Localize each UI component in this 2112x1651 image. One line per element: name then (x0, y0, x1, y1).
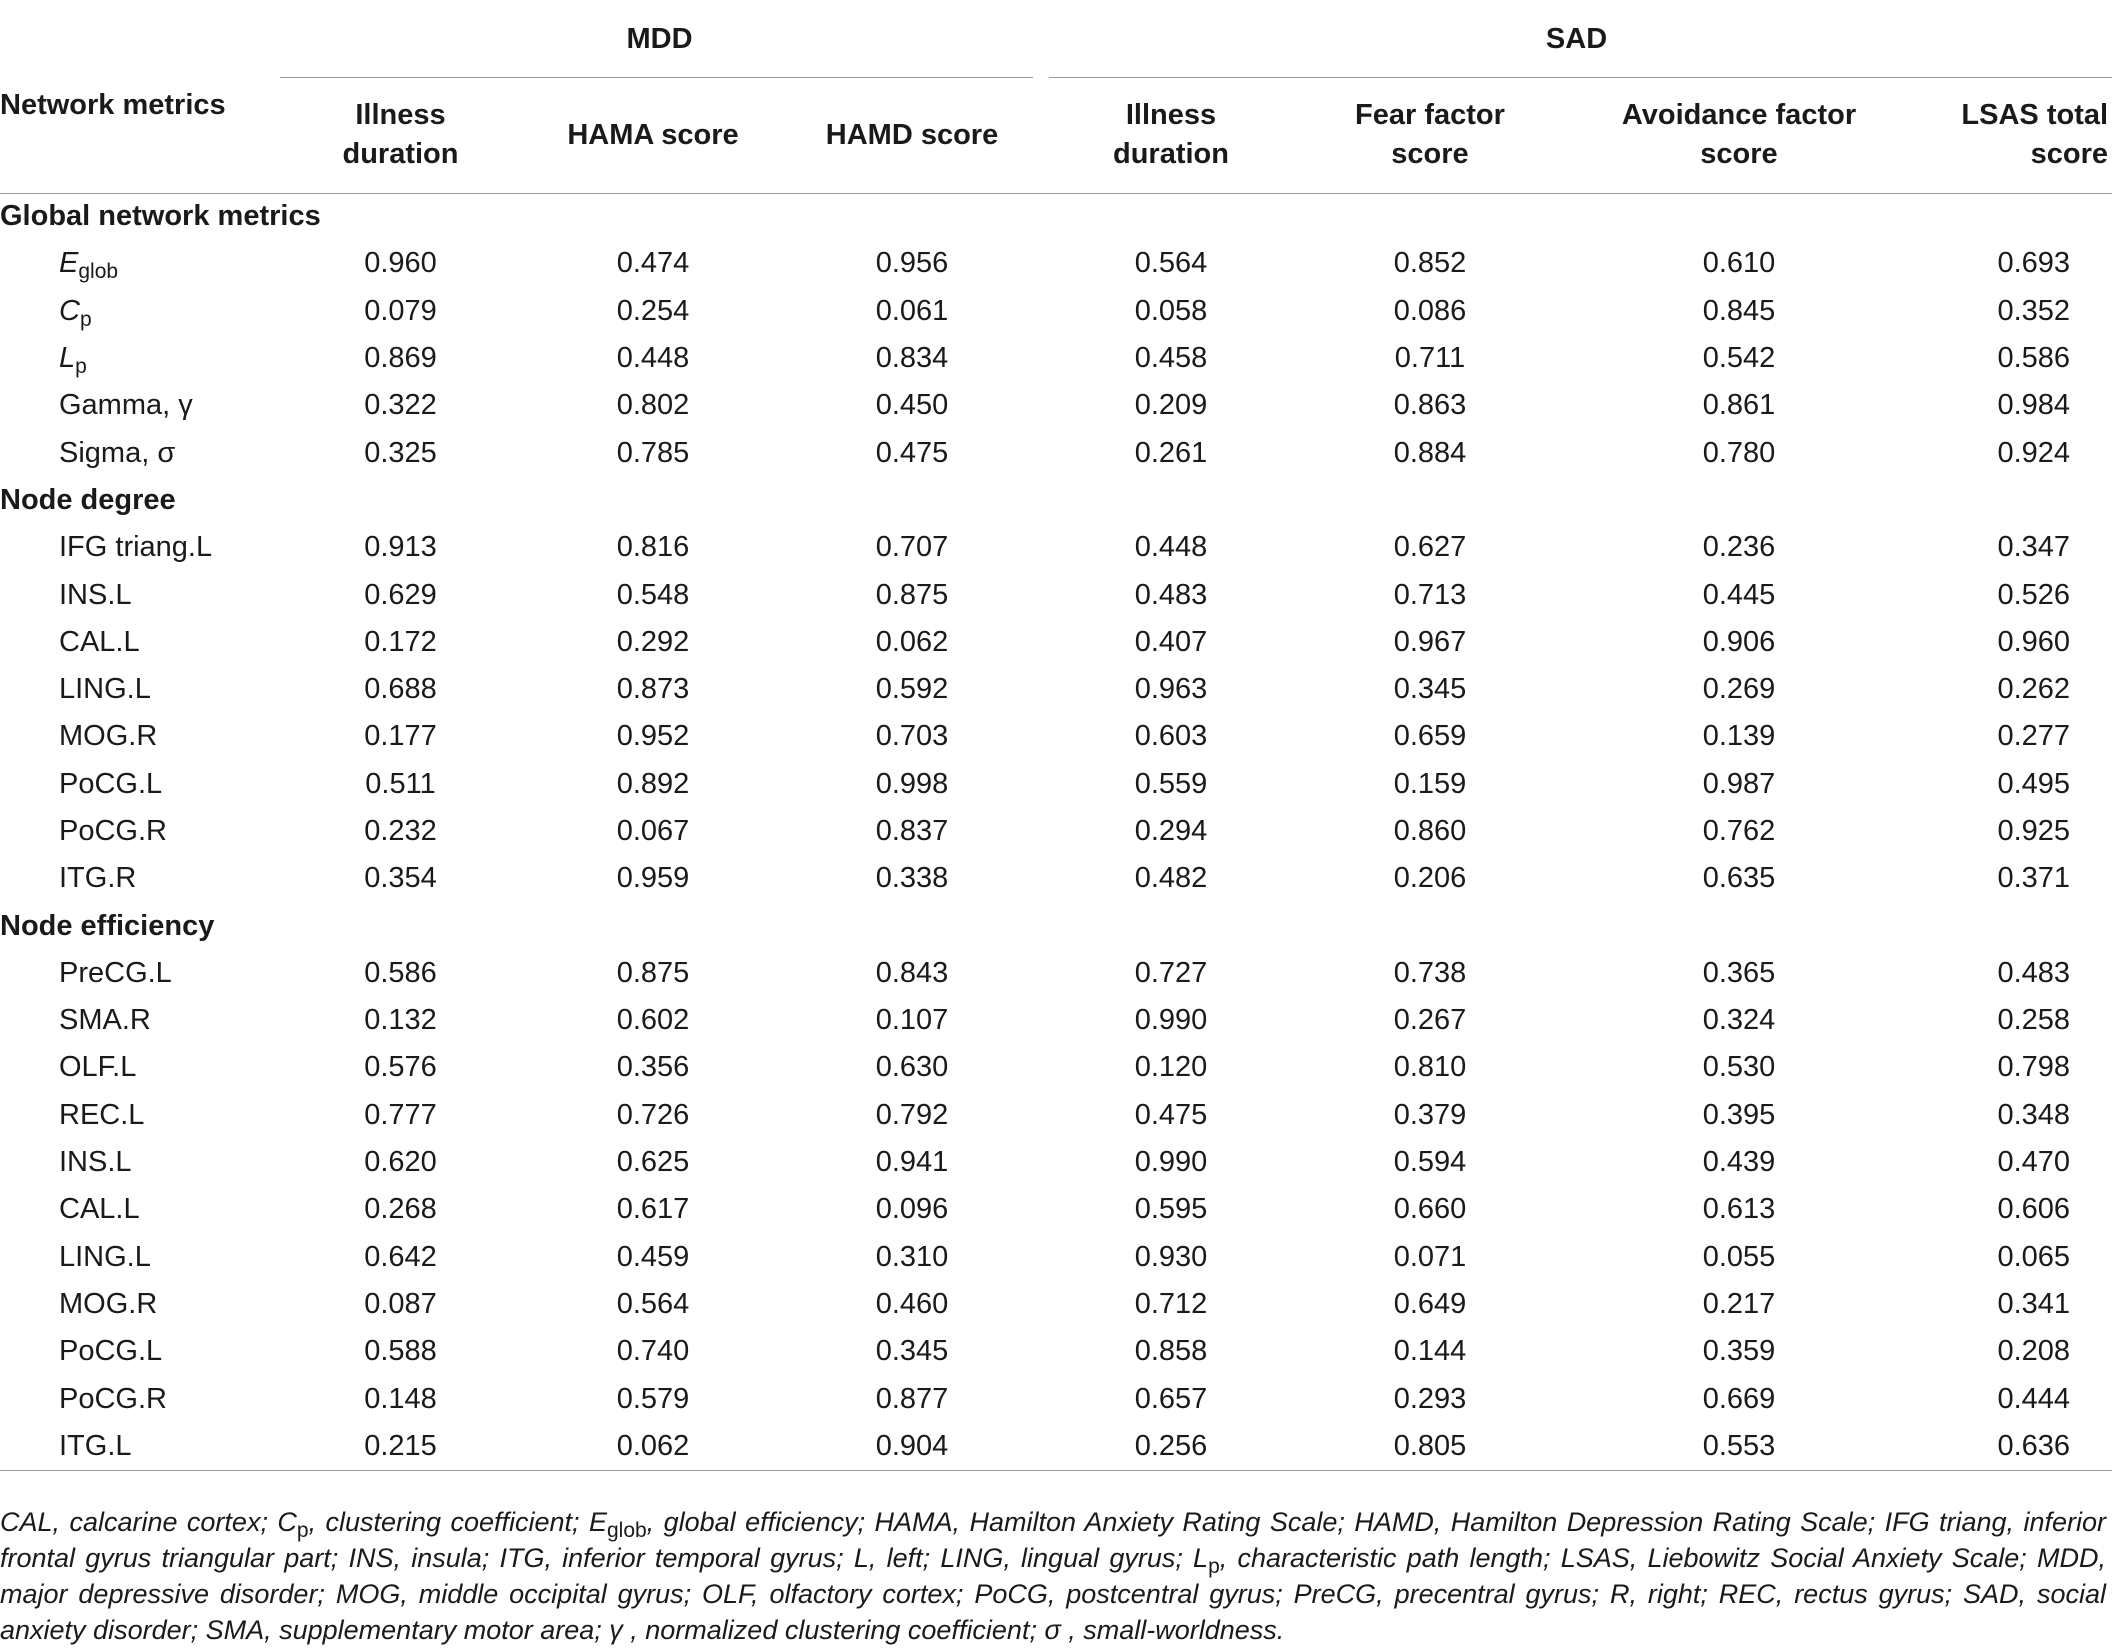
table-row (0, 382, 2112, 429)
table-row (0, 950, 2112, 997)
value-cell: 0.627 (1393, 531, 1467, 564)
table-row (0, 761, 2112, 808)
value-cell: 0.617 (616, 1193, 690, 1226)
metric-label: CAL.L (59, 625, 140, 658)
value-cell: 0.530 (1702, 1051, 1776, 1084)
value-cell: 0.606 (1997, 1193, 2071, 1226)
value-cell: 0.395 (1702, 1098, 1776, 1131)
table-row (0, 1375, 2112, 1422)
value-cell: 0.837 (875, 815, 949, 847)
table-row (0, 335, 2112, 382)
value-cell: 0.215 (278, 1423, 523, 1470)
value-cell: 0.177 (364, 720, 437, 753)
value-cell: 0.586 (364, 956, 437, 989)
value-cell: 0.359 (1702, 1335, 1776, 1368)
value-cell: 0.629 (364, 578, 437, 611)
value-cell: 0.967 (1393, 625, 1467, 658)
value-cell: 0.877 (875, 1382, 949, 1415)
value-cell: 0.062 (523, 1423, 783, 1470)
table-row (0, 1139, 2112, 1186)
value-cell: 0.460 (875, 1287, 949, 1320)
value-cell: 0.941 (875, 1146, 949, 1179)
value-cell: 0.338 (875, 862, 949, 895)
metric-label: $E_{glob}$ (59, 247, 119, 284)
value-cell: 0.258 (1997, 1004, 2071, 1037)
metric-label: REC.L (59, 1098, 145, 1131)
value-cell: 0.610 (1702, 247, 1776, 280)
value-cell: 0.139 (1702, 720, 1776, 753)
value-cell: 0.649 (1393, 1287, 1467, 1320)
value-cell: 0.713 (1393, 578, 1467, 611)
value-cell: 0.511 (365, 767, 436, 800)
table-body (0, 193, 2112, 1470)
table-row (0, 1044, 2112, 1091)
metric-label: LING.L (59, 1240, 151, 1273)
value-cell: 0.294 (1134, 815, 1208, 847)
value-cell: 0.960 (364, 247, 437, 280)
value-cell: 0.858 (1134, 1335, 1208, 1368)
value-cell: 0.892 (616, 767, 690, 800)
header-col-mdd-illness-duration: Illness duration (278, 78, 523, 193)
value-cell: 0.058 (1134, 294, 1208, 327)
value-cell: 0.906 (1702, 625, 1776, 658)
value-cell: 0.352 (1997, 294, 2071, 327)
value-cell: 0.254 (616, 294, 690, 327)
value-cell: 0.990 (1134, 1146, 1208, 1179)
value-cell: 0.579 (616, 1382, 690, 1415)
value-cell: 0.553 (1559, 1423, 1919, 1470)
value-cell: 0.924 (1997, 436, 2071, 469)
table-row (0, 713, 2112, 760)
value-cell: 0.802 (616, 389, 690, 422)
value-cell: 0.379 (1393, 1098, 1467, 1131)
header-network-metrics: Network metrics (0, 0, 278, 193)
value-cell: 0.495 (1997, 767, 2071, 800)
header-group-mdd: MDD (278, 0, 1041, 78)
value-cell: 0.067 (616, 815, 690, 847)
value-cell: 0.659 (1393, 720, 1467, 753)
value-cell: 0.206 (1393, 862, 1467, 895)
value-cell: 0.310 (875, 1240, 949, 1273)
table-row (0, 997, 2112, 1044)
table-row (0, 619, 2112, 666)
value-cell: 0.261 (1134, 436, 1208, 469)
value-cell: 0.324 (1702, 1004, 1776, 1037)
value-cell: 0.475 (1134, 1098, 1208, 1131)
value-cell: 0.875 (616, 956, 690, 989)
value-cell: 0.458 (1134, 342, 1208, 375)
value-cell: 0.542 (1702, 342, 1776, 375)
table-row (0, 808, 2112, 855)
value-cell: 0.087 (364, 1287, 437, 1320)
value-cell: 0.703 (875, 720, 949, 753)
value-cell: 0.444 (1997, 1382, 2071, 1415)
value-cell: 0.913 (364, 531, 437, 564)
value-cell: 0.172 (364, 625, 437, 658)
value-cell: 0.365 (1702, 956, 1776, 989)
value-cell: 0.707 (875, 531, 949, 564)
value-cell: 0.805 (1301, 1423, 1559, 1470)
value-cell: 0.586 (1997, 342, 2071, 375)
value-cell: 0.860 (1393, 815, 1467, 847)
value-cell: 0.602 (616, 1004, 690, 1037)
value-cell: 0.884 (1393, 436, 1467, 469)
metric-label: $L_p$ (59, 342, 87, 379)
value-cell: 0.798 (1997, 1051, 2071, 1084)
value-cell: 0.727 (1134, 956, 1208, 989)
table-row (0, 1328, 2112, 1375)
value-cell: 0.470 (1997, 1146, 2071, 1179)
value-cell: 0.592 (875, 673, 949, 706)
value-cell: 0.810 (1393, 1051, 1467, 1084)
value-cell: 0.959 (616, 862, 690, 895)
section-title: Node efficiency (0, 909, 215, 942)
table-row (0, 1234, 2112, 1281)
table-row (0, 666, 2112, 713)
value-cell: 0.526 (1997, 578, 2071, 611)
table-row (0, 1423, 2112, 1470)
value-cell: 0.861 (1702, 389, 1776, 422)
metric-label: PoCG.R (59, 1382, 167, 1415)
header-col-hamd-score: HAMD score (783, 78, 1041, 193)
header-col-hama-score: HAMA score (523, 78, 783, 193)
value-cell: 0.483 (1997, 956, 2071, 989)
metric-label: Gamma, γ (59, 389, 193, 422)
value-cell: 0.863 (1393, 389, 1467, 422)
value-cell: 0.843 (875, 956, 949, 989)
metric-label: OLF.L (59, 1051, 137, 1084)
value-cell: 0.341 (1997, 1287, 2071, 1320)
value-cell: 0.930 (1134, 1240, 1208, 1273)
value-cell: 0.740 (616, 1335, 690, 1368)
header-group-sad: SAD (1041, 0, 2112, 78)
value-cell: 0.925 (1997, 815, 2071, 847)
value-cell: 0.693 (1997, 247, 2071, 280)
value-cell: 0.148 (364, 1382, 437, 1415)
value-cell: 0.354 (364, 862, 437, 895)
value-cell: 0.459 (616, 1240, 690, 1273)
value-cell: 0.998 (875, 767, 949, 800)
section-row-node-degree (0, 477, 2112, 524)
value-cell: 0.711 (1394, 342, 1466, 375)
value-cell: 0.277 (1997, 720, 2071, 753)
value-cell: 0.262 (1997, 673, 2071, 706)
table-row (0, 429, 2112, 476)
value-cell: 0.984 (1997, 389, 2071, 422)
value-cell: 0.635 (1702, 862, 1776, 895)
value-cell: 0.475 (875, 436, 949, 469)
value-cell: 0.232 (364, 815, 437, 847)
table-row (0, 524, 2112, 571)
value-cell: 0.208 (1997, 1335, 2071, 1368)
value-cell: 0.079 (364, 294, 437, 327)
value-cell: 0.548 (616, 578, 690, 611)
value-cell: 0.407 (1134, 625, 1208, 658)
value-cell: 0.445 (1702, 578, 1776, 611)
value-cell: 0.482 (1134, 862, 1208, 895)
value-cell: 0.987 (1702, 767, 1776, 800)
header-col-lsas-total-score: LSAS total score (1919, 78, 2112, 193)
value-cell: 0.726 (616, 1098, 690, 1131)
value-cell: 0.293 (1393, 1382, 1467, 1415)
section-row-node-efficiency (0, 902, 2112, 949)
value-cell: 0.144 (1393, 1335, 1467, 1368)
value-cell: 0.256 (1041, 1423, 1301, 1470)
value-cell: 0.065 (1997, 1240, 2071, 1273)
value-cell: 0.576 (364, 1051, 437, 1084)
value-cell: 0.630 (875, 1051, 949, 1084)
value-cell: 0.267 (1393, 1004, 1467, 1037)
metric-label: LING.L (59, 673, 151, 706)
value-cell: 0.625 (616, 1146, 690, 1179)
table-row (0, 1186, 2112, 1233)
value-cell: 0.132 (364, 1004, 437, 1037)
value-cell: 0.061 (875, 294, 949, 327)
section-row-global (0, 193, 2112, 240)
value-cell: 0.474 (616, 247, 690, 280)
value-cell: 0.071 (1393, 1240, 1467, 1273)
value-cell: 0.062 (875, 625, 949, 658)
value-cell: 0.448 (616, 342, 690, 375)
header-row-columns (0, 78, 2112, 193)
value-cell: 0.956 (875, 247, 949, 280)
value-cell: 0.564 (1134, 247, 1208, 280)
value-cell: 0.448 (1134, 531, 1208, 564)
value-cell: 0.669 (1702, 1382, 1776, 1415)
value-cell: 0.269 (1702, 673, 1776, 706)
value-cell: 0.834 (875, 342, 949, 375)
value-cell: 0.595 (1134, 1193, 1208, 1226)
metric-label: PreCG.L (59, 956, 172, 989)
metric-label: INS.L (59, 1146, 132, 1179)
table-row (0, 240, 2112, 287)
value-cell: 0.712 (1134, 1287, 1208, 1320)
value-cell: 0.559 (1134, 767, 1208, 800)
header-col-sad-illness-duration: Illness duration (1041, 78, 1301, 193)
value-cell: 0.107 (875, 1004, 949, 1037)
value-cell: 0.785 (616, 436, 690, 469)
metric-label: MOG.R (59, 1287, 158, 1320)
value-cell: 0.952 (616, 720, 690, 753)
metric-label: $C_p$ (59, 294, 92, 331)
value-cell: 0.762 (1702, 815, 1776, 847)
value-cell: 0.268 (364, 1193, 437, 1226)
value-cell: 0.564 (616, 1287, 690, 1320)
table-row (0, 288, 2112, 335)
value-cell: 0.963 (1134, 673, 1208, 706)
value-cell: 0.873 (616, 673, 690, 706)
table-header (0, 0, 2112, 193)
metric-label: ITG.L (0, 1423, 278, 1470)
value-cell: 0.657 (1134, 1382, 1208, 1415)
value-cell: 0.086 (1393, 294, 1467, 327)
value-cell: 0.450 (875, 389, 949, 422)
value-cell: 0.780 (1702, 436, 1776, 469)
value-cell: 0.096 (875, 1193, 949, 1226)
value-cell: 0.869 (364, 342, 437, 375)
value-cell: 0.055 (1702, 1240, 1776, 1273)
value-cell: 0.236 (1702, 531, 1776, 564)
value-cell: 0.322 (364, 389, 437, 422)
value-cell: 0.777 (364, 1098, 437, 1131)
value-cell: 0.688 (364, 673, 437, 706)
value-cell: 0.325 (364, 436, 437, 469)
value-cell: 0.636 (1919, 1423, 2112, 1470)
metric-label: PoCG.L (59, 767, 163, 800)
value-cell: 0.594 (1393, 1146, 1467, 1179)
metric-label: ITG.R (59, 862, 137, 895)
value-cell: 0.356 (616, 1051, 690, 1084)
value-cell: 0.904 (783, 1423, 1041, 1470)
value-cell: 0.483 (1134, 578, 1208, 611)
value-cell: 0.852 (1393, 247, 1467, 280)
value-cell: 0.875 (875, 578, 949, 611)
table-row (0, 1092, 2112, 1139)
value-cell: 0.620 (364, 1146, 437, 1179)
section-title: Global network metrics (0, 200, 321, 233)
value-cell: 0.120 (1134, 1051, 1208, 1084)
metric-label: PoCG.R (59, 815, 167, 847)
value-cell: 0.816 (616, 531, 690, 564)
value-cell: 0.588 (364, 1335, 437, 1368)
value-cell: 0.159 (1393, 767, 1467, 800)
value-cell: 0.613 (1702, 1193, 1776, 1226)
value-cell: 0.792 (875, 1098, 949, 1131)
table-footnote: CAL, calcarine cortex; $C_p$, clustering coefficient; $E_{glob}$, global efficiency; HAMA, Hamilton Anxiety Rating Scale; HAMD, Hamilton Depression Rating Scale; IFG triang, inferior frontal gyrus triangular part; INS, insula; ITG, inferior temporal gyrus; L, left; LING, lingual gyrus; $L_p$, characteristic path length; LSAS, Liebowitz Social Anxiety Scale; MDD, major depressive disorder; MOG, middle occipital gyrus; OLF, olfactory cortex; PoCG, postcentral gyrus; PreCG, precentral gyrus; R, right; REC, rectus gyrus; SAD, social anxiety disorder; SMA, supplementary motor area; γ , normalized clustering coefficient; σ , small-worldness. (0, 1507, 2107, 1645)
section-title: Node degree (0, 483, 176, 516)
value-cell: 0.217 (1702, 1287, 1776, 1320)
table-row (0, 1281, 2112, 1328)
value-cell: 0.439 (1702, 1146, 1776, 1179)
value-cell: 0.660 (1393, 1193, 1467, 1226)
value-cell: 0.347 (1997, 531, 2071, 564)
metric-label: PoCG.L (59, 1335, 163, 1368)
header-col-fear-factor-score: Fear factor score (1301, 78, 1559, 193)
value-cell: 0.345 (1393, 673, 1467, 706)
value-cell: 0.845 (1702, 294, 1776, 327)
metric-label: Sigma, σ (59, 436, 176, 469)
metric-label: MOG.R (59, 720, 158, 753)
value-cell: 0.990 (1134, 1004, 1208, 1037)
value-cell: 0.292 (616, 625, 690, 658)
metric-label: CAL.L (59, 1193, 140, 1226)
value-cell: 0.371 (1997, 862, 2071, 895)
value-cell: 0.603 (1134, 720, 1208, 753)
header-col-avoidance-factor-score: Avoidance factor score (1559, 78, 1919, 193)
value-cell: 0.738 (1393, 956, 1467, 989)
metric-label: IFG triang.L (59, 531, 213, 564)
value-cell: 0.209 (1134, 389, 1208, 422)
value-cell: 0.642 (364, 1240, 437, 1273)
metric-label: SMA.R (59, 1004, 151, 1037)
value-cell: 0.960 (1997, 625, 2071, 658)
value-cell: 0.345 (875, 1335, 949, 1368)
header-row-groups (0, 0, 2112, 78)
table-row (0, 571, 2112, 618)
metric-label: INS.L (59, 578, 132, 611)
table-row (0, 855, 2112, 902)
value-cell: 0.348 (1997, 1098, 2071, 1131)
